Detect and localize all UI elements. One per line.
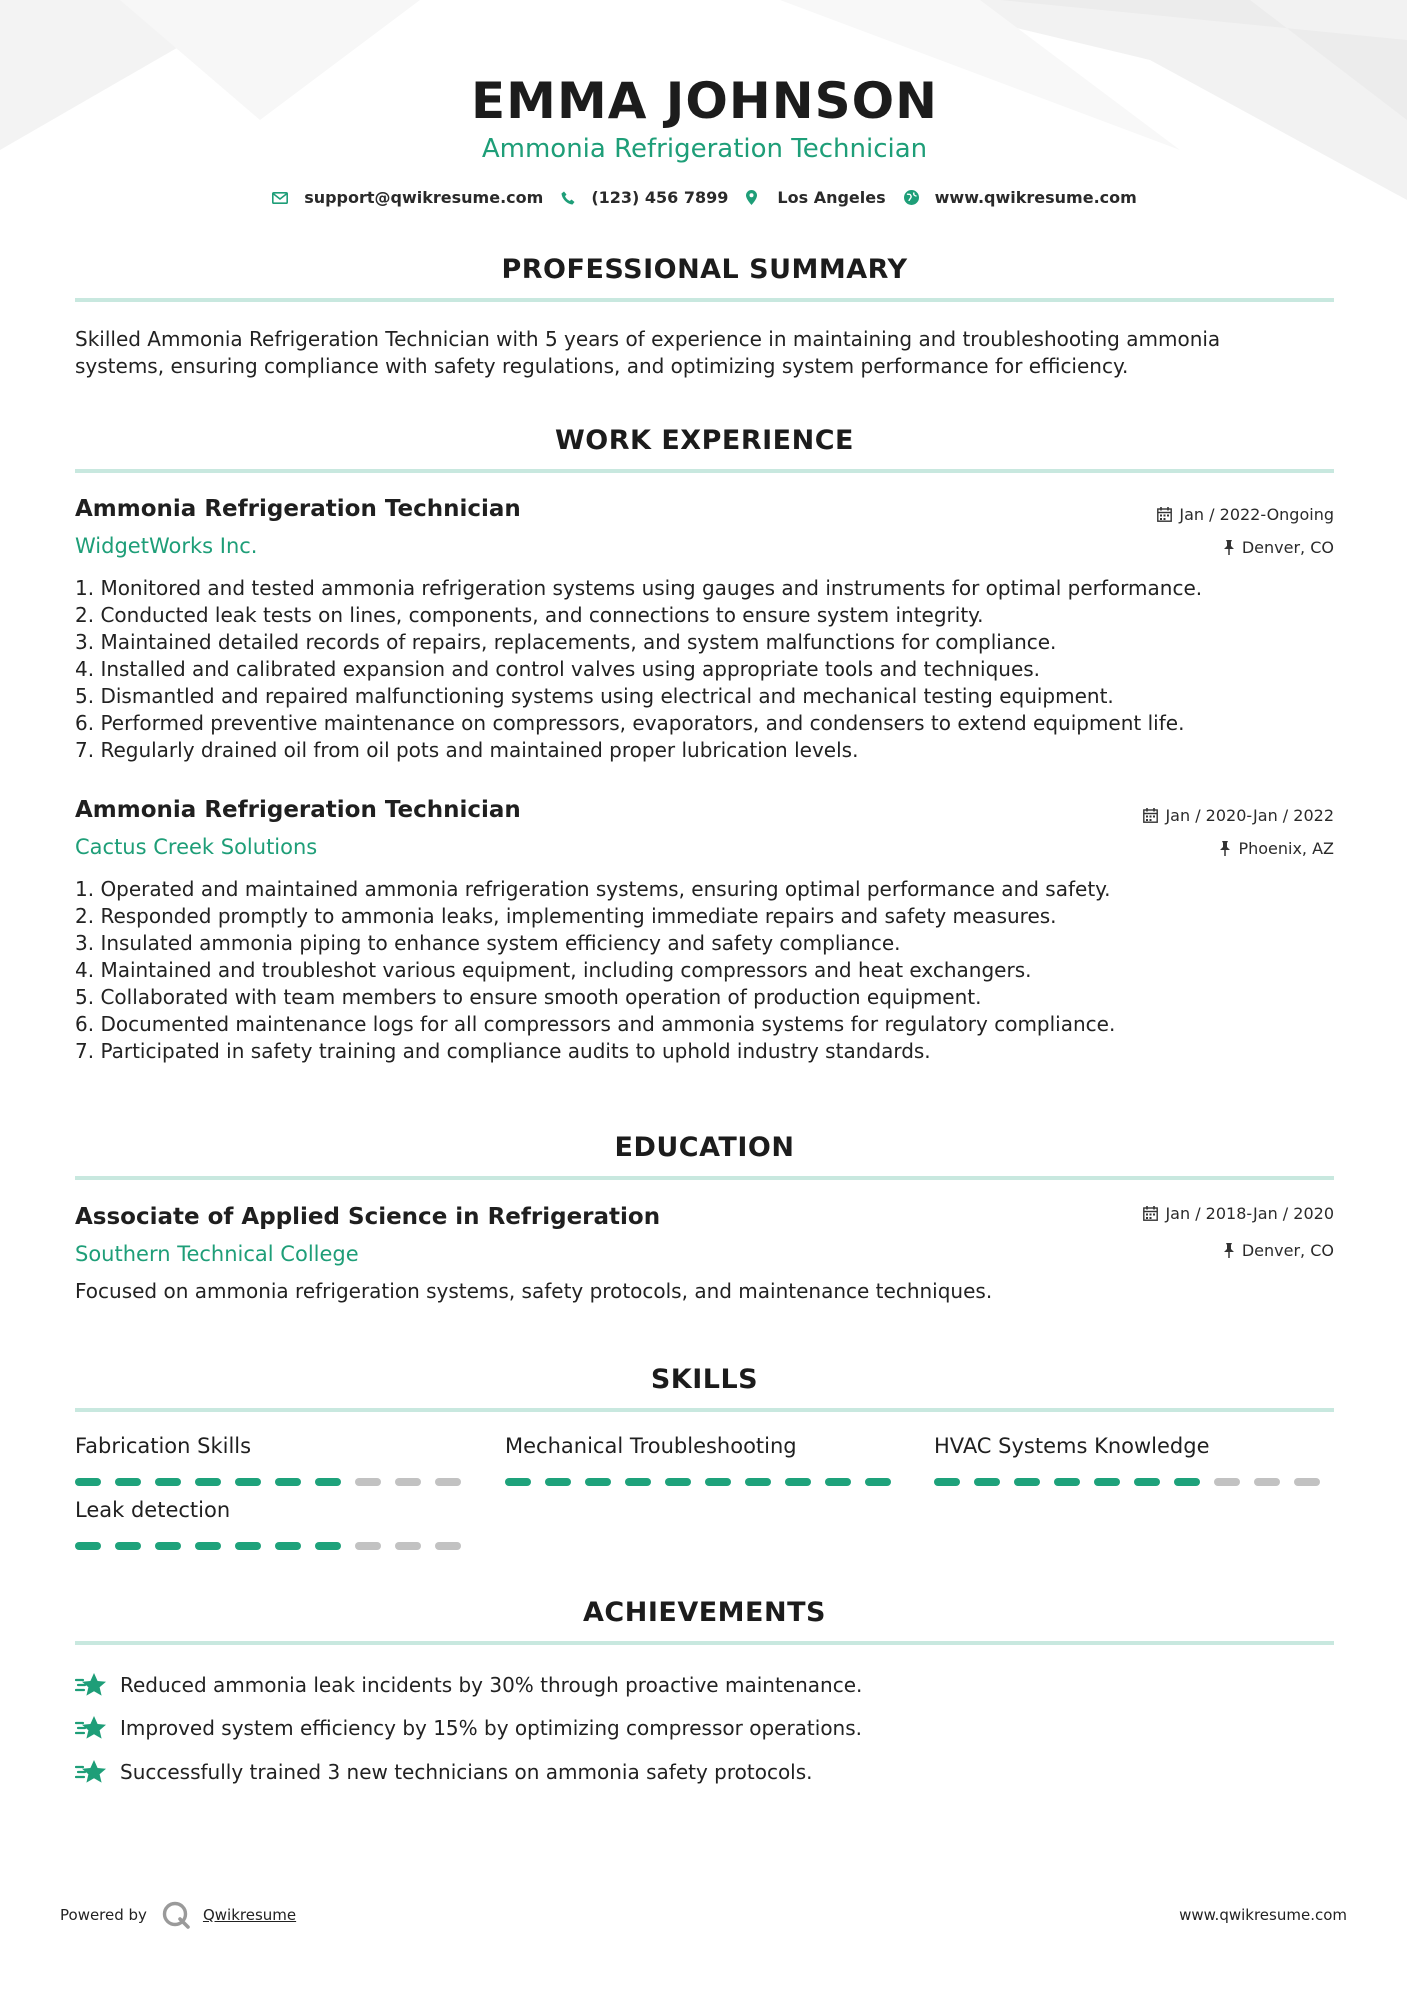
list-item: 5. Dismantled and repaired malfunctioning systems using electrical and mechanical testing equipment. bbox=[75, 684, 1114, 708]
skill-dash-filled bbox=[825, 1478, 851, 1486]
skills-divider bbox=[75, 1408, 1334, 1412]
job-location-text: Denver, CO bbox=[1241, 538, 1334, 557]
qwikresume-brand-link[interactable]: Qwikresume bbox=[202, 1906, 297, 1924]
job-dates bbox=[1157, 505, 1334, 524]
skill-dash-filled bbox=[115, 1542, 141, 1550]
job-location bbox=[1219, 839, 1334, 858]
skill-dash-filled bbox=[505, 1478, 531, 1486]
pushpin-icon bbox=[1219, 841, 1231, 856]
company-name: WidgetWorks Inc. bbox=[75, 534, 258, 558]
phone-text: (123) 456 7899 bbox=[591, 188, 729, 207]
skill-dash-filled bbox=[1094, 1478, 1120, 1486]
skill-dash-filled bbox=[75, 1542, 101, 1550]
list-item: 2. Conducted leak tests on lines, components, and connections to ensure system integrity. bbox=[75, 603, 984, 627]
candidate-name: EMMA JOHNSON bbox=[471, 72, 938, 130]
skill-item bbox=[75, 1434, 475, 1486]
skill-dash-empty bbox=[355, 1542, 381, 1550]
skill-dash-filled bbox=[315, 1542, 341, 1550]
contact-phone[interactable] bbox=[561, 188, 728, 207]
achievement-item bbox=[75, 1758, 813, 1786]
list-item: 7. Regularly drained oil from oil pots and maintained proper lubrication levels. bbox=[75, 738, 859, 762]
envelope-icon bbox=[272, 192, 288, 204]
skill-dash-filled bbox=[1054, 1478, 1080, 1486]
skill-dash-empty bbox=[1254, 1478, 1280, 1486]
list-item: 1. Operated and maintained ammonia refrigeration systems, ensuring optimal performance and safety. bbox=[75, 877, 1111, 901]
degree-title: Associate of Applied Science in Refrigeration bbox=[75, 1204, 661, 1230]
skill-dash-filled bbox=[545, 1478, 571, 1486]
list-item: 1. Monitored and tested ammonia refrigeration systems using gauges and instruments for optimal performance. bbox=[75, 576, 1203, 600]
skill-item bbox=[505, 1434, 905, 1486]
skill-dash-filled bbox=[705, 1478, 731, 1486]
summary-line-1: Skilled Ammonia Refrigeration Technician with 5 years of experience in maintaining and troubleshooting ammonia bbox=[75, 327, 1221, 351]
education-location bbox=[1223, 1241, 1334, 1260]
skill-level-bar bbox=[75, 1478, 475, 1486]
phone-icon bbox=[561, 191, 575, 205]
skill-dash-filled bbox=[195, 1478, 221, 1486]
list-item: 7. Participated in safety training and compliance audits to uphold industry standards. bbox=[75, 1039, 931, 1063]
list-item: 5. Collaborated with team members to ensure smooth operation of production equipment. bbox=[75, 985, 982, 1009]
skill-dash-filled bbox=[235, 1478, 261, 1486]
job-dates bbox=[1143, 806, 1334, 825]
skill-level-bar bbox=[505, 1478, 905, 1486]
job-title: Ammonia Refrigeration Technician bbox=[75, 496, 521, 522]
skill-dash-filled bbox=[315, 1478, 341, 1486]
list-item: 3. Maintained detailed records of repairs, replacements, and system malfunctions for compliance. bbox=[75, 630, 1057, 654]
skill-dash-filled bbox=[155, 1478, 181, 1486]
skill-dash-filled bbox=[115, 1478, 141, 1486]
skill-dash-empty bbox=[395, 1542, 421, 1550]
skill-dash-empty bbox=[435, 1478, 461, 1486]
job-location-text: Phoenix, AZ bbox=[1238, 839, 1334, 858]
skill-dash-filled bbox=[1134, 1478, 1160, 1486]
achievement-item bbox=[75, 1671, 862, 1699]
skill-dash-filled bbox=[235, 1542, 261, 1550]
job-title: Ammonia Refrigeration Technician bbox=[75, 797, 521, 823]
skill-level-bar bbox=[934, 1478, 1334, 1486]
education-divider bbox=[75, 1176, 1334, 1180]
skill-dash-filled bbox=[275, 1542, 301, 1550]
achievement-item bbox=[75, 1714, 862, 1742]
powered-by-label: Powered by bbox=[60, 1906, 147, 1924]
skill-dash-filled bbox=[1174, 1478, 1200, 1486]
email-text: support@qwikresume.com bbox=[304, 188, 544, 207]
skill-dash-filled bbox=[585, 1478, 611, 1486]
globe-icon bbox=[904, 190, 919, 205]
star-award-icon bbox=[75, 1714, 108, 1742]
skills-heading: SKILLS bbox=[650, 1364, 759, 1395]
job-dates-text: Jan / 2022-Ongoing bbox=[1179, 505, 1334, 524]
star-award-icon bbox=[75, 1758, 108, 1786]
achievement-text: Successfully trained 3 new technicians on ammonia safety protocols. bbox=[120, 1760, 813, 1784]
calendar-icon bbox=[1157, 507, 1172, 522]
job-duties-list bbox=[75, 575, 1334, 764]
qwikresume-logo-icon bbox=[161, 1900, 191, 1930]
skill-dash-filled bbox=[155, 1542, 181, 1550]
contact-bar bbox=[75, 188, 1334, 207]
skill-level-bar bbox=[75, 1542, 475, 1550]
job-location bbox=[1223, 538, 1334, 557]
calendar-icon bbox=[1143, 808, 1158, 823]
education-heading: EDUCATION bbox=[614, 1132, 795, 1163]
map-pin-icon bbox=[746, 190, 757, 205]
skill-dash-filled bbox=[865, 1478, 891, 1486]
skill-dash-filled bbox=[665, 1478, 691, 1486]
candidate-role: Ammonia Refrigeration Technician bbox=[481, 134, 928, 164]
list-item: 6. Documented maintenance logs for all compressors and ammonia systems for regulatory compliance. bbox=[75, 1012, 1116, 1036]
skill-dash-filled bbox=[934, 1478, 960, 1486]
skill-dash-filled bbox=[625, 1478, 651, 1486]
summary-line-2: systems, ensuring compliance with safety regulations, and optimizing system performance for efficiency. bbox=[75, 354, 1129, 378]
calendar-icon bbox=[1143, 1206, 1158, 1221]
experience-heading: WORK EXPERIENCE bbox=[555, 425, 854, 456]
skill-name: HVAC Systems Knowledge bbox=[934, 1434, 1210, 1458]
education-location-text: Denver, CO bbox=[1241, 1241, 1334, 1260]
contact-location bbox=[746, 188, 885, 207]
skill-item bbox=[934, 1434, 1334, 1486]
skill-dash-filled bbox=[195, 1542, 221, 1550]
skill-item bbox=[75, 1498, 475, 1550]
pushpin-icon bbox=[1223, 1243, 1235, 1258]
list-item: 4. Maintained and troubleshot various equipment, including compressors and heat exchangers. bbox=[75, 958, 1032, 982]
skill-dash-filled bbox=[1014, 1478, 1040, 1486]
experience-divider bbox=[75, 469, 1334, 473]
summary-heading: PROFESSIONAL SUMMARY bbox=[501, 254, 908, 285]
education-description: Focused on ammonia refrigeration systems, safety protocols, and maintenance techniques. bbox=[75, 1279, 993, 1303]
skill-dash-empty bbox=[395, 1478, 421, 1486]
company-name: Cactus Creek Solutions bbox=[75, 835, 318, 859]
skill-dash-filled bbox=[745, 1478, 771, 1486]
pushpin-icon bbox=[1223, 540, 1235, 555]
contact-website[interactable] bbox=[904, 188, 1137, 207]
education-dates bbox=[1143, 1204, 1334, 1223]
job-duties-list bbox=[75, 876, 1334, 1065]
skill-name: Leak detection bbox=[75, 1498, 231, 1522]
achievement-text: Improved system efficiency by 15% by optimizing compressor operations. bbox=[120, 1716, 863, 1740]
skill-dash-empty bbox=[1294, 1478, 1320, 1486]
location-text: Los Angeles bbox=[777, 188, 886, 207]
footer-powered-by bbox=[60, 1900, 296, 1930]
achievements-heading: ACHIEVEMENTS bbox=[583, 1597, 826, 1628]
list-item: 3. Insulated ammonia piping to enhance system efficiency and safety compliance. bbox=[75, 931, 901, 955]
achievements-divider bbox=[75, 1641, 1334, 1645]
job-dates-text: Jan / 2020-Jan / 2022 bbox=[1165, 806, 1334, 825]
skill-name: Mechanical Troubleshooting bbox=[505, 1434, 797, 1458]
achievement-text: Reduced ammonia leak incidents by 30% through proactive maintenance. bbox=[120, 1673, 863, 1697]
summary-divider bbox=[75, 298, 1334, 302]
list-item: 4. Installed and calibrated expansion and control valves using appropriate tools and techniques. bbox=[75, 657, 1041, 681]
skill-dash-filled bbox=[974, 1478, 1000, 1486]
summary-text bbox=[75, 326, 1334, 380]
website-text: www.qwikresume.com bbox=[934, 188, 1137, 207]
list-item: 2. Responded promptly to ammonia leaks, implementing immediate repairs and safety measures. bbox=[75, 904, 1057, 928]
contact-email[interactable] bbox=[272, 188, 543, 207]
skill-dash-empty bbox=[435, 1542, 461, 1550]
star-award-icon bbox=[75, 1671, 108, 1699]
skill-dash-filled bbox=[75, 1478, 101, 1486]
skill-dash-empty bbox=[1214, 1478, 1240, 1486]
education-dates-text: Jan / 2018-Jan / 2020 bbox=[1165, 1204, 1334, 1223]
school-name: Southern Technical College bbox=[75, 1242, 359, 1266]
skill-dash-filled bbox=[275, 1478, 301, 1486]
list-item: 6. Performed preventive maintenance on compressors, evaporators, and condensers to extend equipment life. bbox=[75, 711, 1185, 735]
skill-name: Fabrication Skills bbox=[75, 1434, 252, 1458]
skill-dash-empty bbox=[355, 1478, 381, 1486]
skill-dash-filled bbox=[785, 1478, 811, 1486]
footer-website-link[interactable]: www.qwikresume.com bbox=[1179, 1906, 1347, 1924]
